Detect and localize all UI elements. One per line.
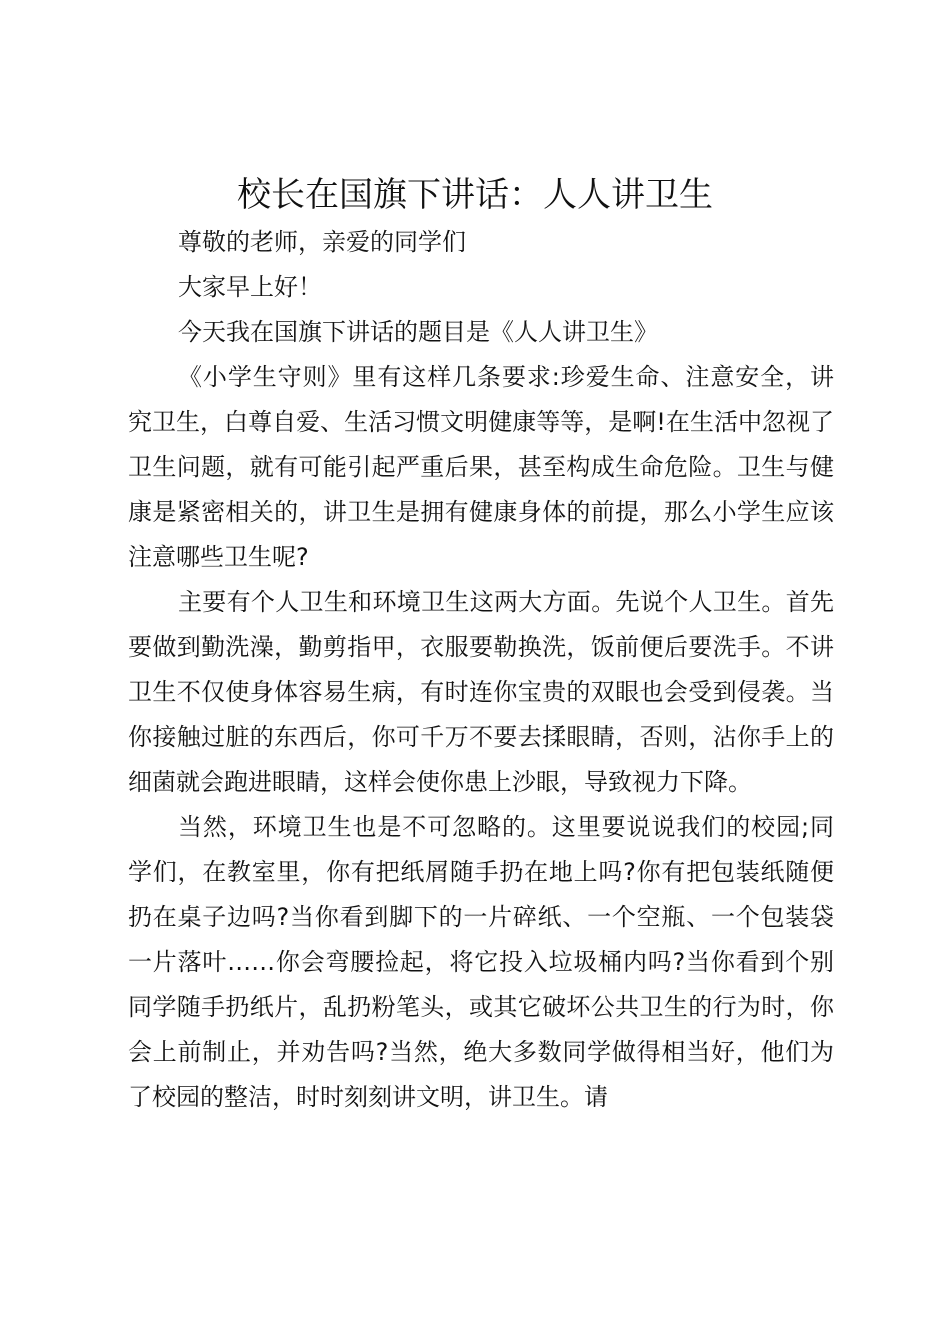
paragraph-morning: 大家早上好！ (178, 273, 322, 301)
paragraph-topic: 今天我在国旗下讲话的题目是《人人讲卫生》 (178, 318, 658, 346)
document-body (128, 220, 834, 1120)
paragraph-personal-hygiene: 主要有个人卫生和环境卫生这两大方面。先说个人卫生。首先要做到勤洗澡，勤剪指甲，衣服要勒换洗，饭前便后要洗手。不讲卫生不仅使身体容易生病，有时连你宝贵的双眼也会受到侵袭。当你接触过脏的东西后，你可千万不要去揉眼睛，否则，沾你手上的细菌就会跑进眼睛，这样会使你患上沙眼，导致视力下降。 (128, 588, 834, 796)
document-title: 校长在国旗下讲话：人人讲卫生 (237, 175, 713, 215)
paragraph-environment-hygiene: 当然，环境卫生也是不可忽略的。这里要说说我们的校园;同学们，在教室里，你有把纸屑随手扔在地上吗?你有把包装纸随便扔在桌子边吗?当你看到脚下的一片碎纸、一个空瓶、一个包装袋一片落叶……你会弯腰捡起，将它投入垃圾桶内吗?当你看到个别同学随手扔纸片，乱扔粉笔头，或其它破坏公共卫生的行为时，你会上前制止，并劝告吗?当然，绝大多数同学做得相当好，他们为了校园的整洁，时时刻刻讲文明，讲卫生。请 (128, 813, 834, 1111)
paragraph-greeting: 尊敬的老师，亲爱的同学们 (178, 228, 466, 256)
paragraph-code-of-conduct: 《小学生守则》里有这样几条要求:珍爱生命、注意安全，讲究卫生，白尊自爱、生活习惯文明健康等等，是啊!在生活中忽视了卫生问题，就有可能引起严重后果，甚至构成生命危险。卫生与健康是紧密相关的，讲卫生是拥有健康身体的前提，那么小学生应该注意哪些卫生呢? (128, 363, 834, 571)
